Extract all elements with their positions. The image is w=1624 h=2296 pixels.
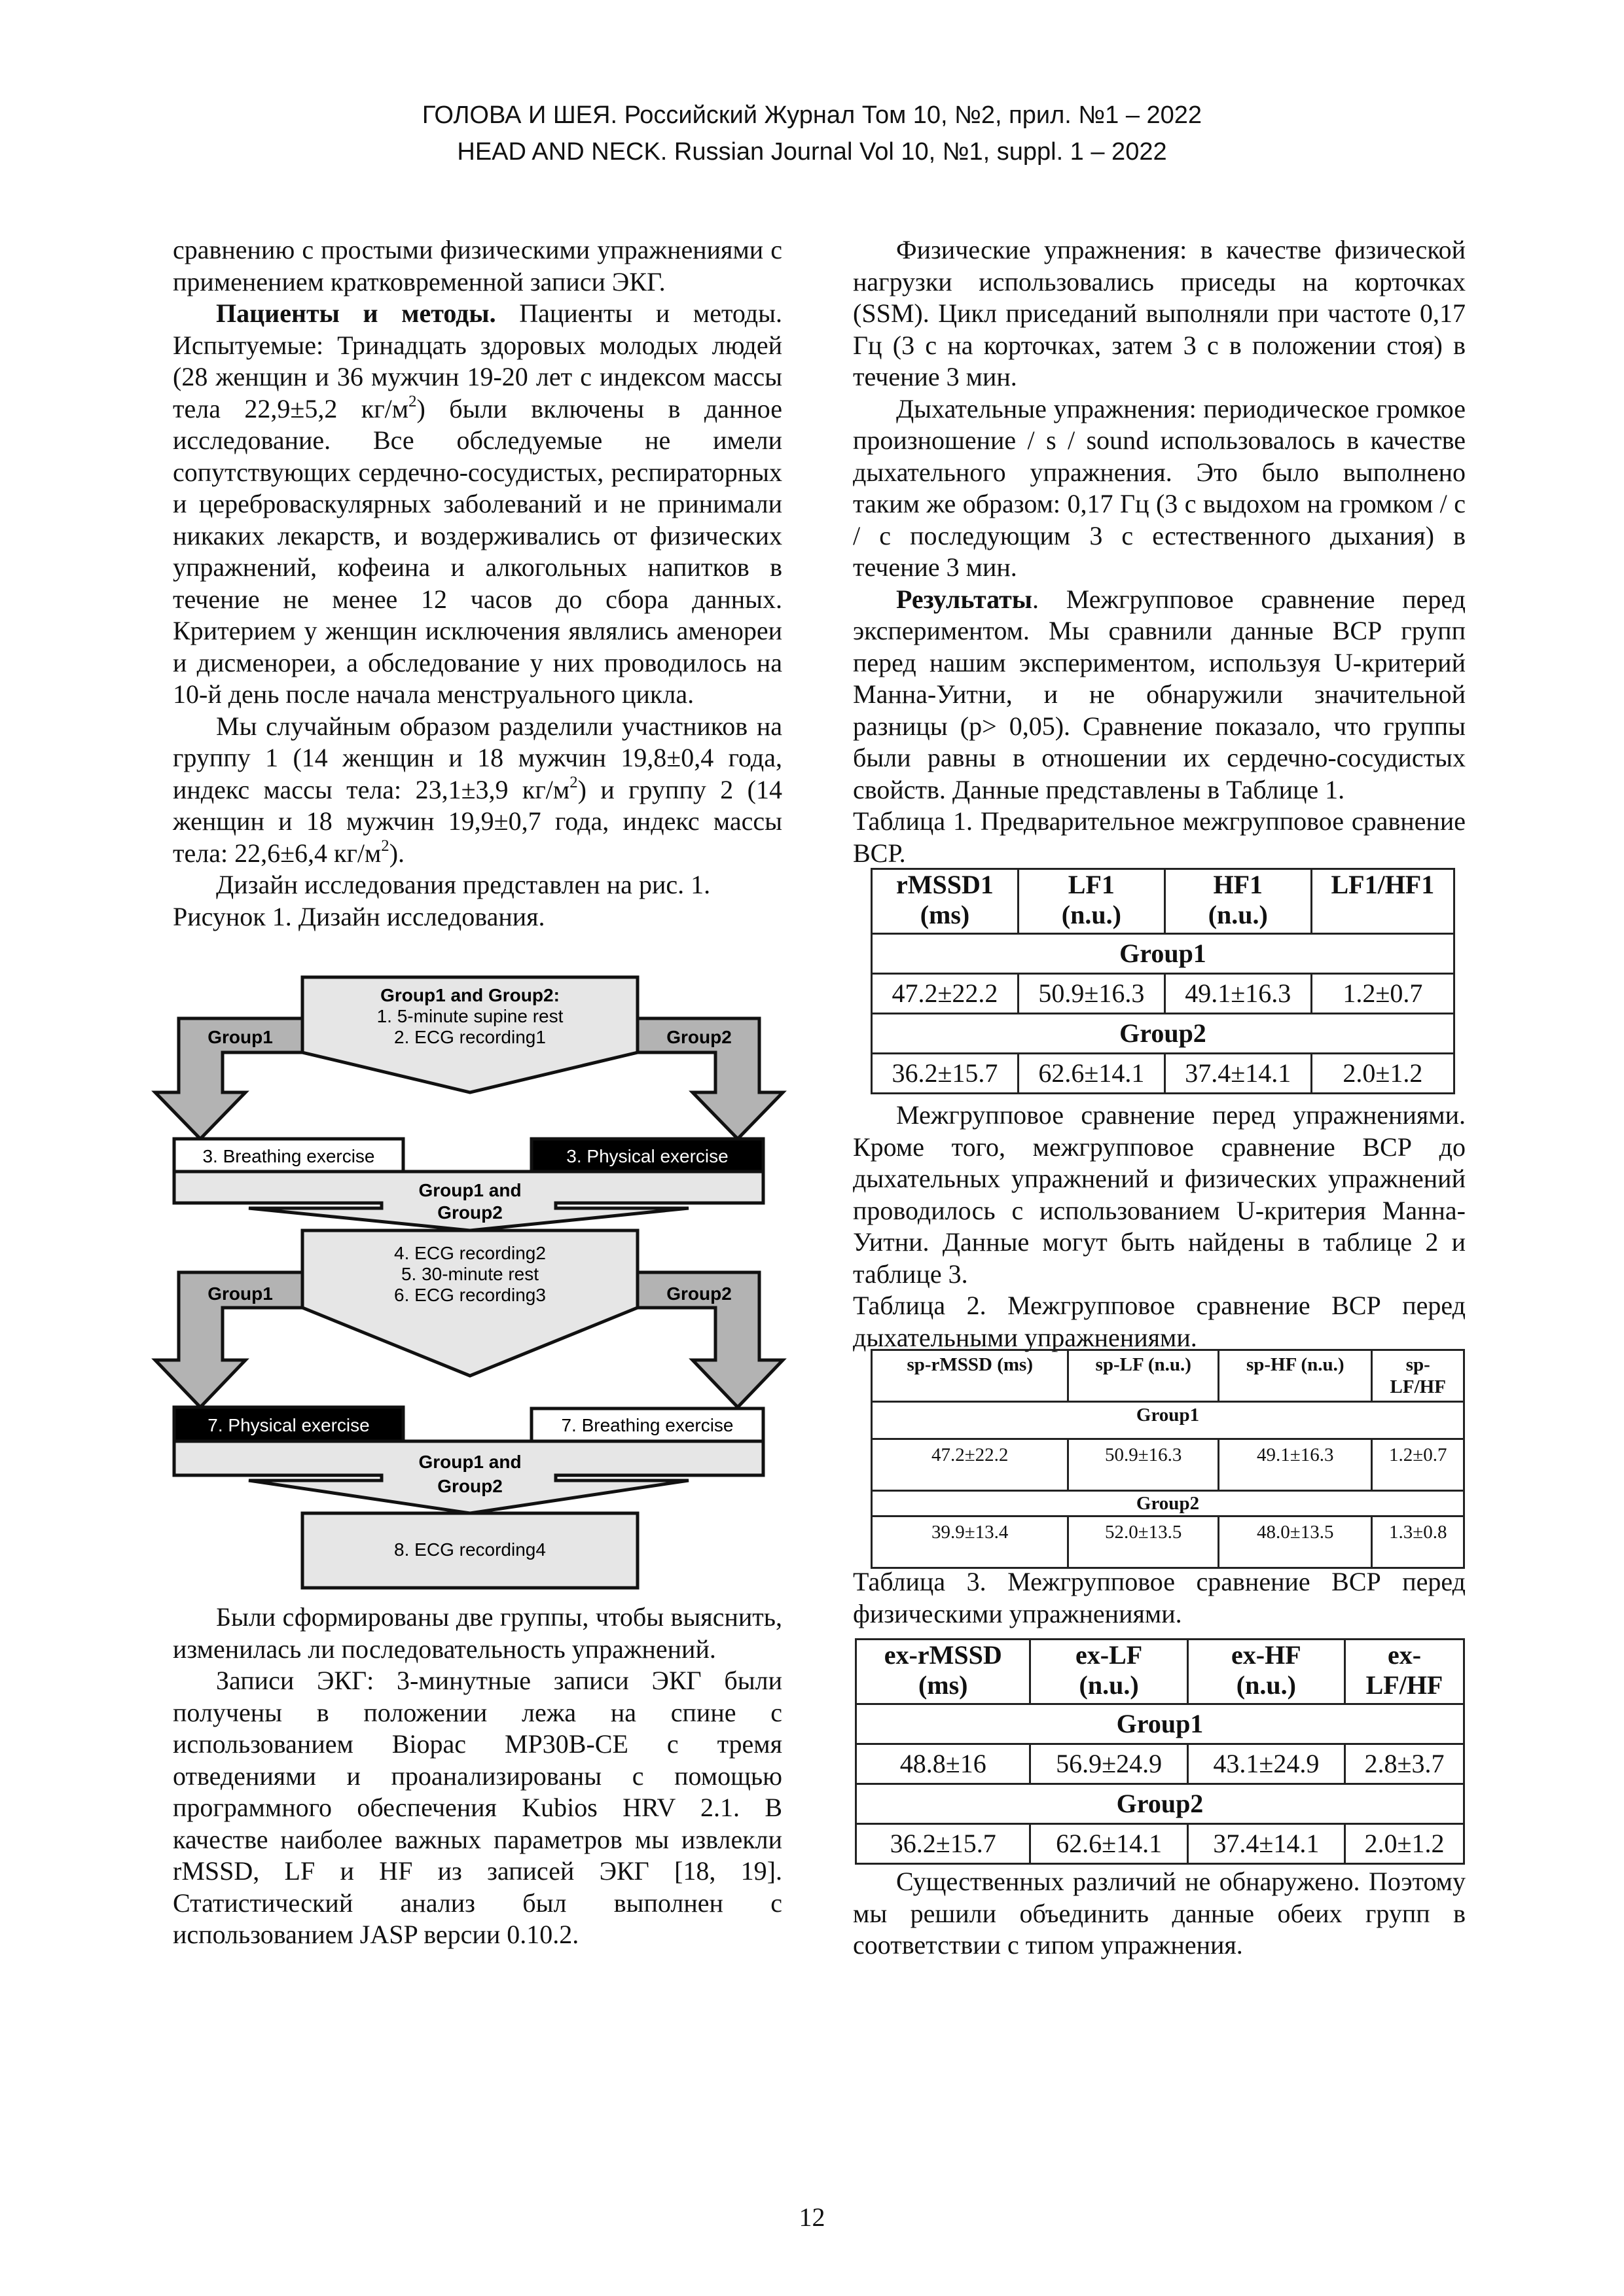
table-cell: 47.2±22.2 xyxy=(872,974,1019,1014)
table-cell: 49.1±16.3 xyxy=(1164,974,1311,1014)
table-header-cell: ex-LF (n.u.) xyxy=(1030,1640,1187,1704)
table-2 xyxy=(871,1349,1465,1569)
table1-caption: Таблица 1. Предварительное межгрупповое сравнение ВСР. xyxy=(853,806,1466,868)
right-column xyxy=(853,234,1466,869)
table-1 xyxy=(871,868,1455,1094)
diagram-step1: 1. 5-minute supine rest xyxy=(376,1006,564,1026)
table-header-row xyxy=(872,869,1454,934)
table-group-row xyxy=(856,1784,1464,1824)
table-header-cell: ex-rMSSD (ms) xyxy=(856,1640,1030,1704)
journal-header-ru: ГОЛОВА И ШЕЯ. Российский Журнал Том 10, №2, прил. №1 – 2022 xyxy=(422,101,1202,129)
table-row xyxy=(872,1439,1464,1491)
table-header-row xyxy=(856,1640,1464,1704)
diagram-group1-label: Group1 xyxy=(208,1027,273,1047)
table-cell: 1.3±0.8 xyxy=(1372,1516,1464,1568)
table-row xyxy=(856,1824,1464,1864)
paragraph-design-ref: Дизайн исследования представлен на рис. 1. xyxy=(216,870,711,899)
diagram-step3-right: 3. Physical exercise xyxy=(566,1146,729,1166)
paragraph-breathing-exercise: Дыхательные упражнения: периодическое громкое произношение / s / sound использовалось в качестве дыхательного упражнения. Это было выполнено таким же образом: 0,17 Гц (3 с выдохом на громком / с / с последующим 3 с естественного дыхания) в течение 3 мин. xyxy=(853,393,1466,582)
paragraph-ecg-records: Записи ЭКГ: 3-минутные записи ЭКГ были получены в положении лежа на спине с использованием Biopac MP30B-CE с тремя отведениями и проанализированы с помощью программного обеспечения Kubios HRV 2.1. В качестве наиболее важных параметров мы извлекли rMSSD, LF и HF из записей ЭКГ [18, 19]. Статистический анализ был выполнен с использованием JASP версии 0.10.2. xyxy=(173,1666,782,1949)
diagram-group1-label-2: Group1 xyxy=(208,1283,273,1304)
table-header-cell: ex-HF (n.u.) xyxy=(1187,1640,1344,1704)
paragraph-conclusion: Существенных различий не обнаружено. Поэтому мы решили объединить данные обеих групп в соответствии с типом упражнения. xyxy=(853,1867,1466,1960)
table-group-row xyxy=(856,1704,1464,1744)
table-header-cell: sp-LF (n.u.) xyxy=(1068,1350,1219,1402)
diagram-step2: 2. ECG recording1 xyxy=(394,1027,546,1047)
group-label-cell: Group1 xyxy=(872,934,1454,974)
table-cell: 2.8±3.7 xyxy=(1344,1744,1464,1784)
table-header-cell: sp- LF/HF xyxy=(1372,1350,1464,1402)
table-cell: 62.6±14.1 xyxy=(1030,1824,1187,1864)
paragraph-physical-exercise: Физические упражнения: в качестве физической нагрузки использовались приседы на корточках (SSM). Цикл приседаний выполняли при частоте 0,17 Гц (3 с на корточках, затем 3 с в положении стоя) в течение 3 мин. xyxy=(853,235,1466,391)
table-cell: 48.0±13.5 xyxy=(1219,1516,1372,1568)
table-header-cell: HF1 (n.u.) xyxy=(1164,869,1311,934)
table-cell: 37.4±14.1 xyxy=(1164,1054,1311,1094)
diagram-step6: 6. ECG recording3 xyxy=(394,1285,546,1305)
group-label-cell: Group1 xyxy=(872,1402,1464,1439)
table-row xyxy=(872,1054,1454,1094)
table-3 xyxy=(855,1638,1465,1865)
group-label-cell: Group2 xyxy=(872,1491,1464,1516)
table-cell: 48.8±16 xyxy=(856,1744,1030,1784)
table-cell: 56.9±24.9 xyxy=(1030,1744,1187,1784)
diagram-step4: 4. ECG recording2 xyxy=(394,1243,546,1263)
methods-text-b: ) были включены в данное исследование. Все обследуемые не имели сопутствующих сердечно-сосудистых, респираторных и цереброваскулярных заболеваний и не принимали никаких лекарств, и воздерживались от физических упражнений, кофеина и алкогольных напитков в течение не менее 12 часов до сбора данных. Критерием у женщин исключения являлись аменореи и дисменореи, а обследование у них проводилось на 10-й день после начала менструального цикла. xyxy=(173,393,782,709)
group-label-cell: Group2 xyxy=(872,1014,1454,1054)
table-cell: 52.0±13.5 xyxy=(1068,1516,1219,1568)
table2-caption: Таблица 2. Межгрупповое сравнение ВСР перед дыхательными упражнениями. xyxy=(853,1291,1466,1352)
table-cell: 50.9±16.3 xyxy=(1018,974,1164,1014)
table3-caption: Таблица 3. Межгрупповое сравнение ВСР перед физическими упражнениями. xyxy=(853,1567,1466,1628)
table-cell: 36.2±15.7 xyxy=(872,1054,1019,1094)
table-cell: 2.0±1.2 xyxy=(1344,1824,1464,1864)
table-group-row xyxy=(872,1491,1464,1516)
table-header-cell: LF1/HF1 xyxy=(1311,869,1454,934)
table-group-row xyxy=(872,1402,1464,1439)
diagram-step3-left: 3. Breathing exercise xyxy=(202,1146,375,1166)
table-cell: 50.9±16.3 xyxy=(1068,1439,1219,1491)
table-group-row xyxy=(872,934,1454,974)
diagram-step7-left: 7. Physical exercise xyxy=(208,1415,370,1435)
table-cell: 37.4±14.1 xyxy=(1187,1824,1344,1864)
right-column-middle xyxy=(853,1100,1466,1354)
table-cell: 62.6±14.1 xyxy=(1018,1054,1164,1094)
table-cell: 2.0±1.2 xyxy=(1311,1054,1454,1094)
table-header-cell: sp-HF (n.u.) xyxy=(1219,1350,1372,1402)
table-header-cell: LF1 (n.u.) xyxy=(1018,869,1164,934)
section-heading-methods: Пациенты и методы. xyxy=(216,298,496,328)
table-cell: 43.1±24.9 xyxy=(1187,1744,1344,1784)
table-header-row xyxy=(872,1350,1464,1402)
table-cell: 49.1±16.3 xyxy=(1219,1439,1372,1491)
diagram-step5: 5. 30-minute rest xyxy=(401,1264,539,1284)
methods-text-a: Пациенты и методы. Испытуемые: Тринадцать здоровых молодых людей (28 женщин и 36 мужчин 19-20 лет с индексом массы тела 22,9±5,2 кг/м xyxy=(173,298,783,423)
table-row xyxy=(872,1516,1464,1568)
table-header-cell: rMSSD1 (ms) xyxy=(872,869,1019,934)
paragraph-results xyxy=(853,584,1466,806)
diagram-group2-label-2: Group2 xyxy=(666,1283,732,1304)
group-label-cell: Group2 xyxy=(856,1784,1464,1824)
table-cell: 1.2±0.7 xyxy=(1311,974,1454,1014)
diagram-merge2-line2: Group2 xyxy=(437,1476,503,1496)
journal-header-en: HEAD AND NECK. Russian Journal Vol 10, №1, suppl. 1 – 2022 xyxy=(457,138,1167,166)
superscript: 2 xyxy=(381,837,389,855)
table-group-row xyxy=(872,1014,1454,1054)
results-text: . Межгрупповое сравнение перед экспериментом. Мы сравнили данные ВСР групп перед нашим экспериментом, используя U-критерий Манна-Уитни, и не обнаружили значительной разницы (p> 0,05). Сравнение показало, что группы были равны в отношении их сердечно-сосудистых свойств. Данные представлены в Таблице 1. xyxy=(853,584,1466,804)
diagram-top-title: Group1 and Group2: xyxy=(380,985,560,1005)
figure-caption: Рисунок 1. Дизайн исследования. xyxy=(173,901,545,931)
paragraph-pre-exercise-comparison: Межгрупповое сравнение перед упражнениями. Кроме того, межгрупповое сравнение ВСР до дыхательных упражнений и физических упражнений проводилось с использованием U-критерия Манна-Уитни. Данные могут быть найдены в таблице 2 и таблице 3. xyxy=(853,1100,1466,1289)
left-column-lower xyxy=(173,1602,782,1951)
groups-text-c: ). xyxy=(389,838,405,868)
table-row xyxy=(856,1744,1464,1784)
groups-text-b: ) и группу 2 (14 женщин и 18 мужчин 19,9±0,7 года, индекс массы тела: 22,6±6,4 кг/м xyxy=(173,774,782,868)
table-header-cell: sp-rMSSD (ms) xyxy=(872,1350,1068,1402)
superscript: 2 xyxy=(569,774,578,792)
table-row xyxy=(872,974,1454,1014)
diagram-step8: 8. ECG recording4 xyxy=(394,1539,546,1560)
section-heading-results: Результаты xyxy=(896,584,1032,614)
diagram-step7-right: 7. Breathing exercise xyxy=(561,1415,734,1435)
diagram-merge2-line1: Group1 and xyxy=(418,1452,522,1472)
superscript: 2 xyxy=(408,393,417,411)
right-column-lower xyxy=(853,1866,1466,1962)
paragraph-groups-purpose: Были сформированы две группы, чтобы выяснить, изменилась ли последовательность упражнений. xyxy=(173,1602,782,1664)
table-cell: 39.9±13.4 xyxy=(872,1516,1068,1568)
diagram-group2-label: Group2 xyxy=(666,1027,732,1047)
paragraph-intro-end: сравнению с простыми физическими упражнениями с применением кратковременной записи ЭКГ. xyxy=(173,235,782,296)
right-column-table3-caption xyxy=(853,1566,1466,1630)
table-cell: 36.2±15.7 xyxy=(856,1824,1030,1864)
table-cell: 47.2±22.2 xyxy=(872,1439,1068,1491)
groups-text-a: Мы случайным образом разделили участников на группу 1 (14 женщин и 18 мужчин 19,8±0,4 года, индекс массы тела: 23,1±3,9 кг/м xyxy=(173,711,782,804)
diagram-merge1-line2: Group2 xyxy=(437,1202,503,1223)
diagram-merge1-line1: Group1 and xyxy=(418,1180,522,1200)
table-cell: 1.2±0.7 xyxy=(1372,1439,1464,1491)
page-number: 12 xyxy=(799,2202,825,2232)
group-label-cell: Group1 xyxy=(856,1704,1464,1744)
table-header-cell: ex- LF/HF xyxy=(1344,1640,1464,1704)
